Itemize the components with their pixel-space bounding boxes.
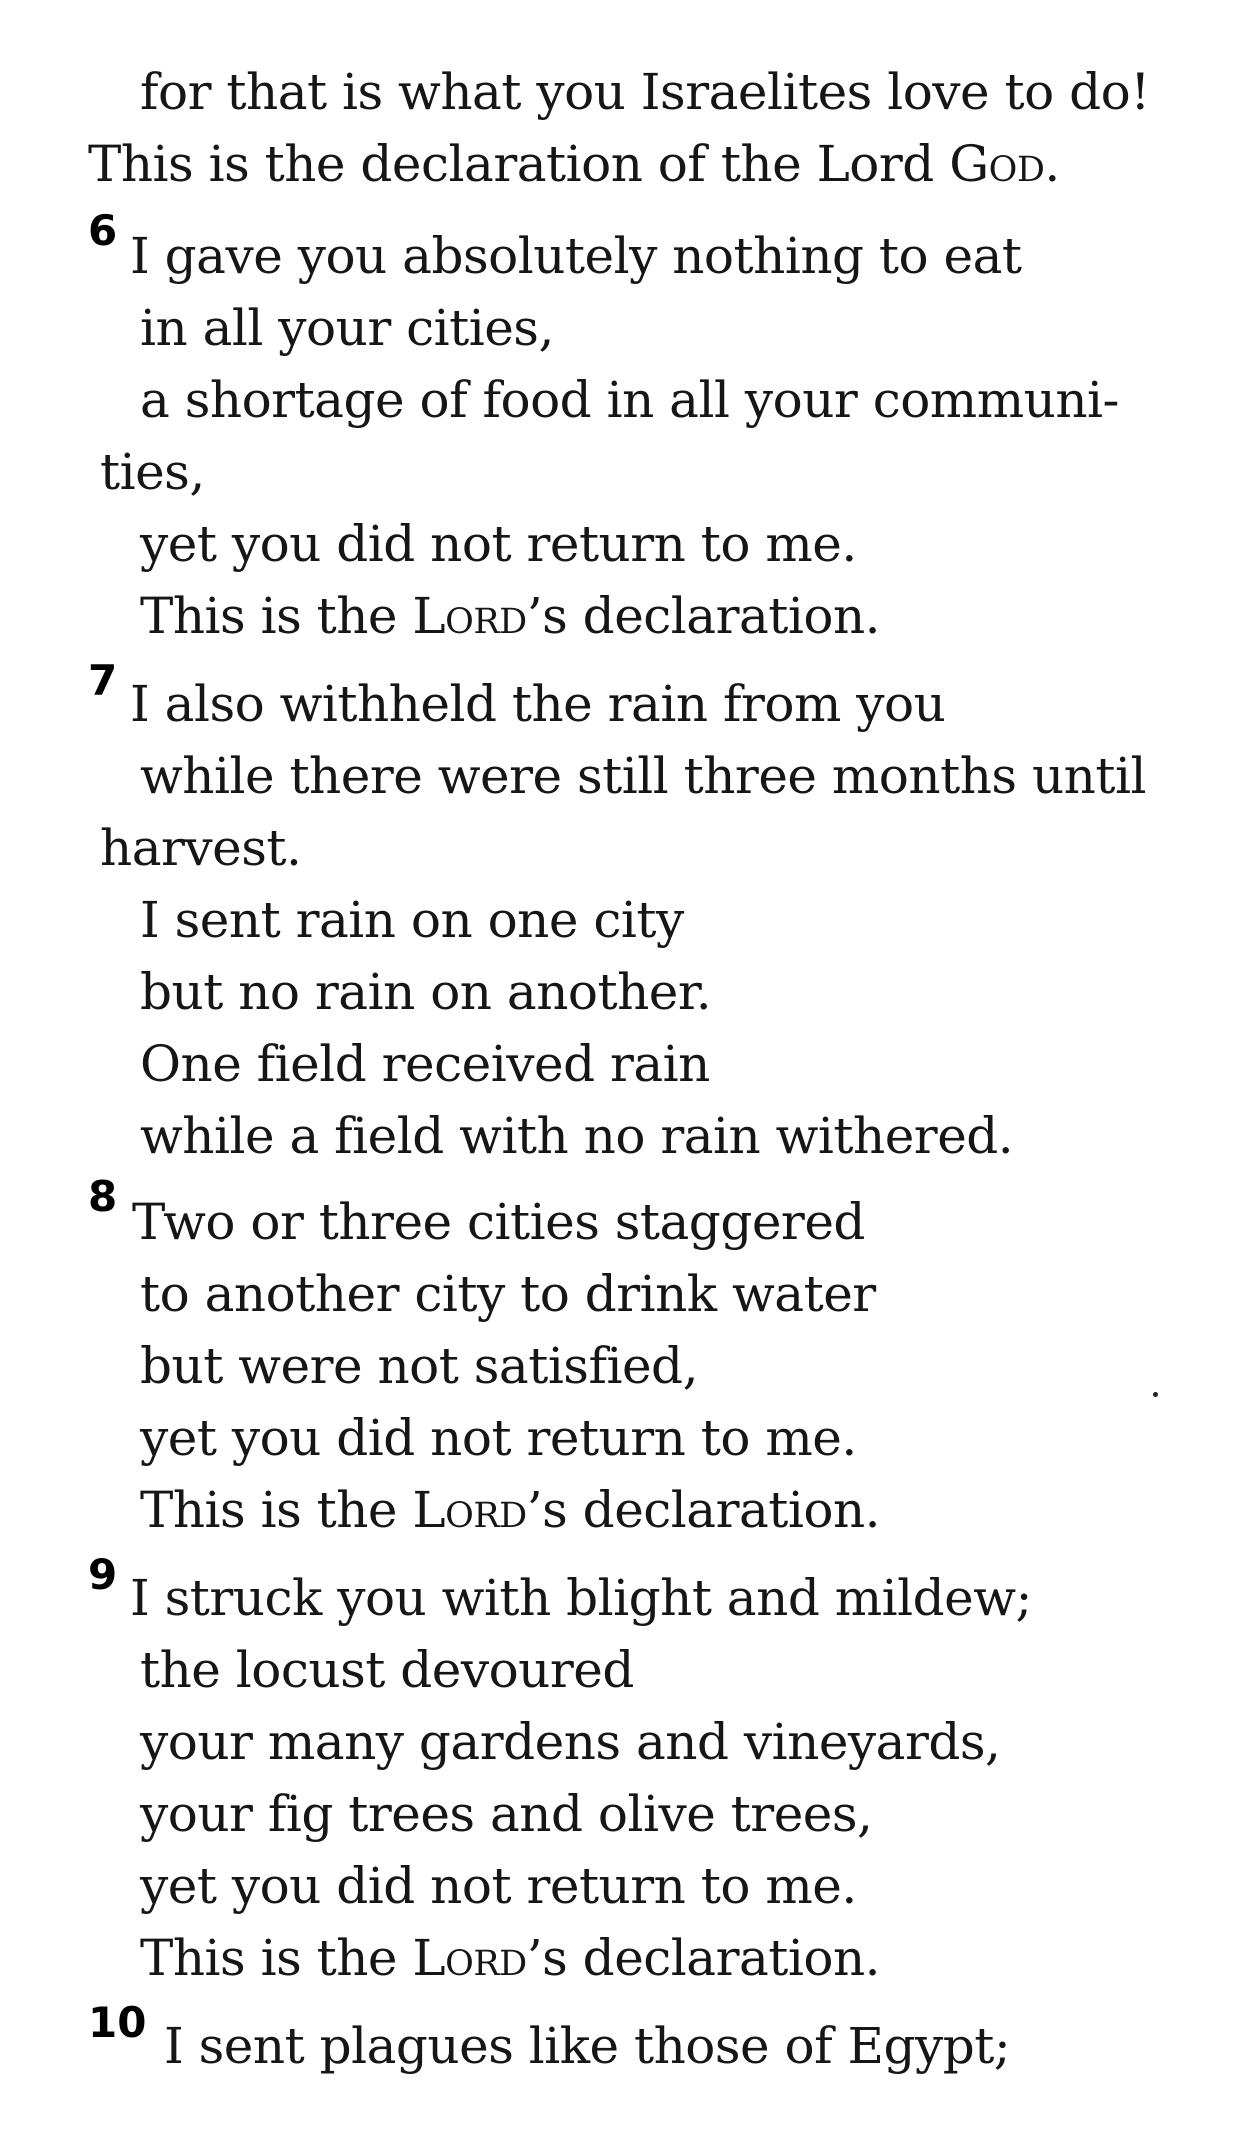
verse-line: I gave you absolutely nothing to eat bbox=[130, 227, 1022, 285]
text-segment: This is the bbox=[140, 1929, 413, 1987]
text-segment: ’s declaration. bbox=[526, 587, 881, 645]
verse-line bbox=[140, 1928, 880, 1988]
verse-line bbox=[140, 586, 880, 646]
stray-dot bbox=[1153, 1392, 1158, 1397]
verse-number: 7 bbox=[88, 656, 118, 705]
divine-name-smallcaps: Lord bbox=[412, 1929, 527, 1987]
text-segment: This is the bbox=[140, 587, 413, 645]
text-segment: This is the bbox=[140, 1481, 413, 1539]
verse-line: Two or three cities staggered bbox=[132, 1193, 865, 1251]
verse-line: to another city to drink water bbox=[140, 1265, 876, 1323]
verse-line: I sent plagues like those of Egypt; bbox=[164, 2017, 1011, 2075]
verse-line: yet you did not return to me. bbox=[140, 1409, 857, 1467]
divine-name-smallcaps: God bbox=[949, 135, 1045, 193]
verse-line: One field received rain bbox=[140, 1035, 710, 1093]
verse-line: the locust devoured bbox=[140, 1641, 634, 1699]
verse-number: 9 bbox=[88, 1550, 118, 1599]
verse-line: yet you did not return to me. bbox=[140, 1857, 857, 1915]
verse-line: I struck you with blight and mildew; bbox=[130, 1569, 1032, 1627]
text-segment: ’s declaration. bbox=[526, 1929, 881, 1987]
verse-line: for that is what you Israelites love to do! bbox=[140, 63, 1150, 121]
verse-number: 8 bbox=[88, 1172, 118, 1221]
text-segment: ’s declaration. bbox=[526, 1481, 881, 1539]
verse-line: I also withheld the rain from you bbox=[130, 675, 946, 733]
verse-number: 6 bbox=[88, 206, 118, 255]
divine-name-smallcaps: Lord bbox=[412, 1481, 527, 1539]
text-segment: This is the declaration of the Lord bbox=[88, 135, 950, 193]
verse-line bbox=[88, 134, 1060, 194]
verse-line: your fig trees and olive trees, bbox=[140, 1785, 873, 1843]
verse-line: in all your cities, bbox=[140, 299, 554, 357]
verse-line: while there were still three months until bbox=[140, 747, 1146, 805]
divine-name-smallcaps: Lord bbox=[412, 587, 527, 645]
verse-line: harvest. bbox=[100, 819, 302, 877]
verse-line: yet you did not return to me. bbox=[140, 515, 857, 573]
verse-line: while a field with no rain withered. bbox=[140, 1107, 1014, 1165]
verse-line: I sent rain on one city bbox=[140, 891, 684, 949]
verse-line: ties, bbox=[100, 443, 205, 501]
verse-line: your many gardens and vineyards, bbox=[140, 1713, 1001, 1771]
text-segment: . bbox=[1044, 135, 1060, 193]
verse-line: a shortage of food in all your communi- bbox=[140, 371, 1119, 429]
verse-line bbox=[140, 1480, 880, 1540]
verse-number: 10 bbox=[88, 1998, 147, 2047]
verse-line: but no rain on another. bbox=[140, 963, 712, 1021]
verse-line: but were not satisfied, bbox=[140, 1337, 698, 1395]
